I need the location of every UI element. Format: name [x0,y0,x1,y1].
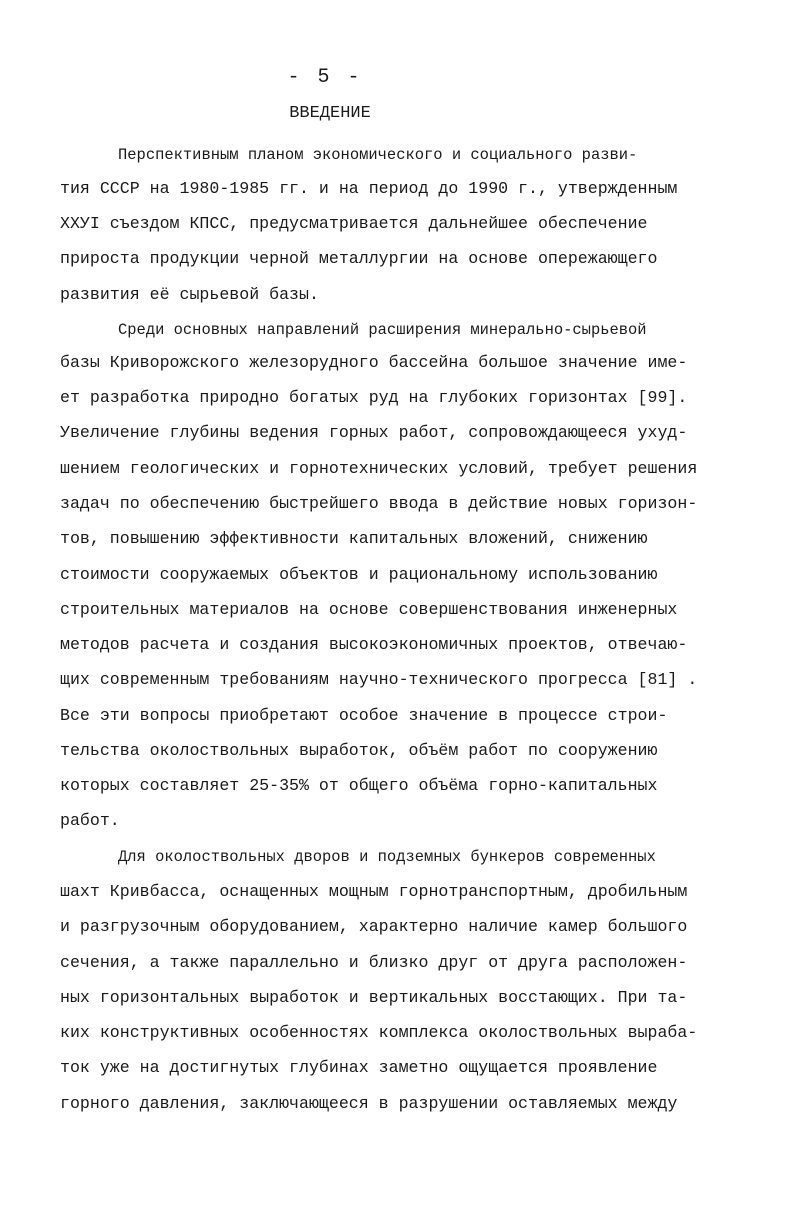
text-line: стоимости сооружаемых объектов и рациональному использованию [60,565,658,584]
text-line: ток уже на достигнутых глубинах заметно ощущается проявление [60,1058,658,1077]
text-line: Среди основных направлений расширения минерально-сырьевой [118,321,647,339]
text-line: тов, повышению эффективности капитальных вложений, снижению [60,529,648,548]
text-line: ет разработка природно богатых руд на глубоких горизонтах [99]. [60,388,688,407]
text-line: работ. [60,811,120,830]
page-number: - 5 - [287,66,363,89]
text-line: ных горизонтальных выработок и вертикальных восстающих. При та- [60,988,688,1007]
text-line: ких конструктивных особенностях комплекса околоствольных выраба- [60,1023,698,1042]
text-line: строительных материалов на основе совершенствования инженерных [60,600,678,619]
text-line: базы Криворожского железорудного бассейна большое значение име- [60,353,688,372]
text-line: и разгрузочным оборудованием, характерно наличие камер большого [60,917,688,936]
text-line: шахт Кривбасса, оснащенных мощным горнотранспортным, дробильным [60,882,688,901]
text-line: сечения, а также параллельно и близко друг от друга расположен- [60,953,688,972]
text-line: тельства околоствольных выработок, объём работ по сооружению [60,741,658,760]
text-line: Все эти вопросы приобретают особое значение в процессе строи- [60,706,668,725]
text-line: Для околоствольных дворов и подземных бункеров современных [118,848,656,866]
text-line: которых составляет 25-35% от общего объёма горно-капитальных [60,776,658,795]
text-line: развития её сырьевой базы. [60,285,319,304]
text-line: шением геологических и горнотехнических условий, требует решения [60,459,698,478]
text-line: ХХУI съездом КПСС, предусматривается дальнейшее обеспечение [60,214,648,233]
text-line: Перспективным планом экономического и социального разви- [118,146,638,164]
section-heading: ВВЕДЕНИЕ [289,104,371,123]
text-line: тия СССР на 1980-1985 гг. и на период до 1990 г., утвержденным [60,179,678,198]
text-line: методов расчета и создания высокоэкономичных проектов, отвечаю- [60,635,688,654]
text-line: Увеличение глубины ведения горных работ, сопровождающееся ухуд- [60,423,688,442]
text-line: щих современным требованиям научно-технического прогресса [81] . [60,670,698,689]
text-line: задач по обеспечению быстрейшего ввода в действие новых горизон- [60,494,698,513]
text-line: горного давления, заключающееся в разрушении оставляемых между [60,1094,678,1113]
text-line: прироста продукции черной металлургии на основе опережающего [60,249,658,268]
